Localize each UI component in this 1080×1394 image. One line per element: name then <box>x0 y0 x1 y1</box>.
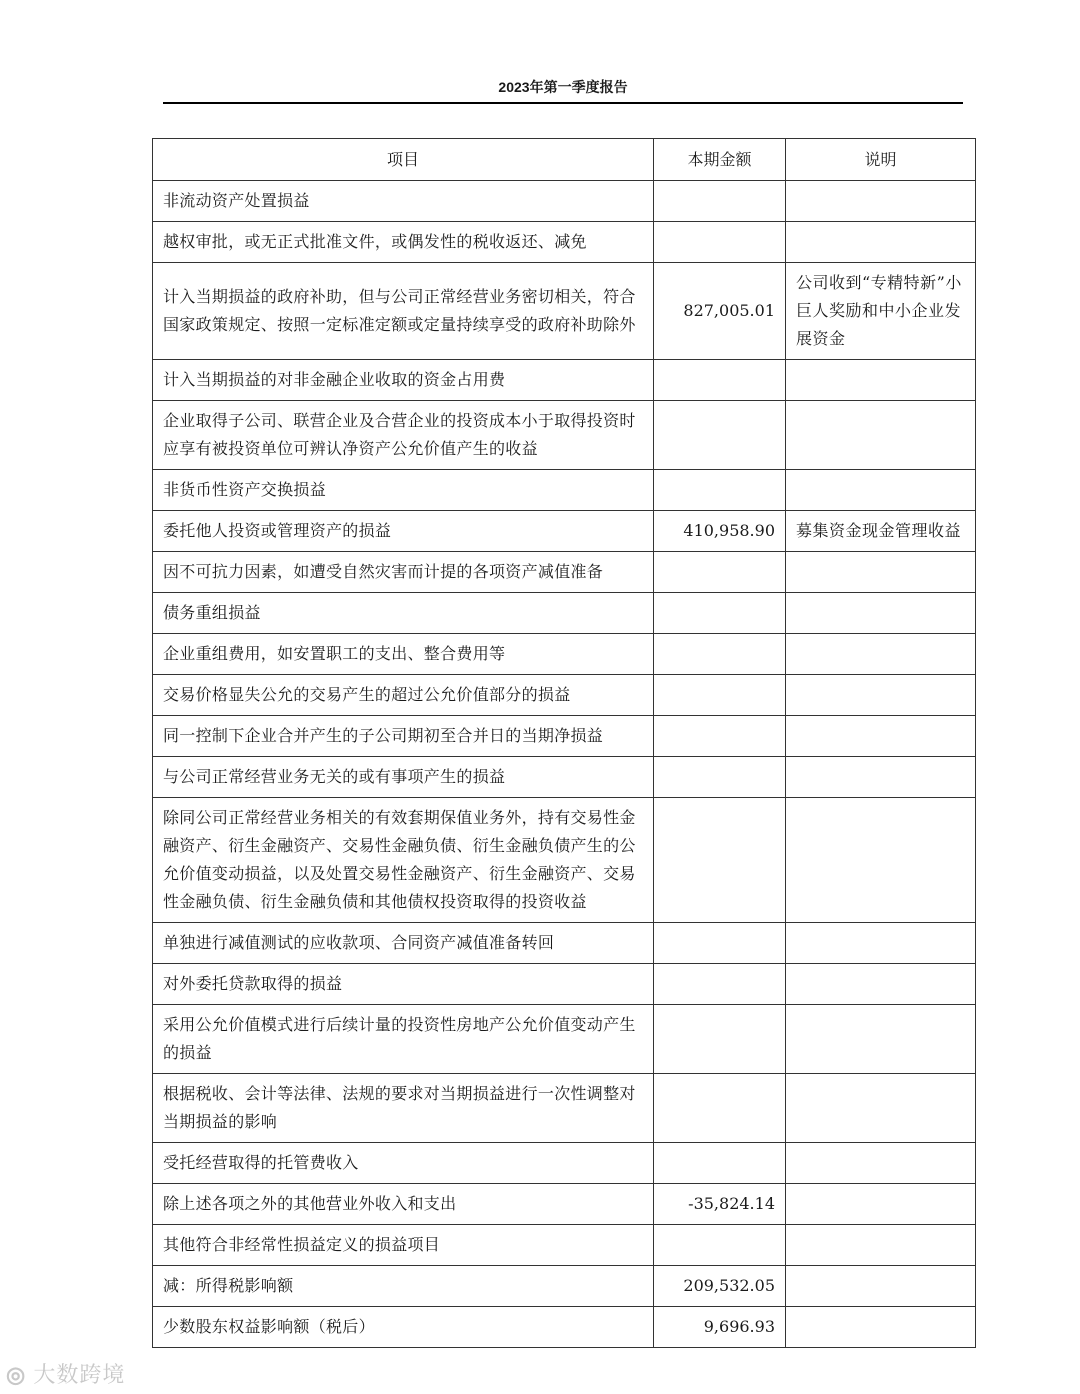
row-note-cell <box>786 1074 976 1143</box>
row-note-cell <box>786 1184 976 1225</box>
row-note-cell <box>786 964 976 1005</box>
column-header-item: 项目 <box>153 139 654 181</box>
table-row <box>153 1307 976 1348</box>
row-amount-cell <box>654 593 786 634</box>
row-item-cell: 减：所得税影响额 <box>153 1266 654 1307</box>
table-row <box>153 675 976 716</box>
watermark <box>6 1358 125 1389</box>
table-row <box>153 552 976 593</box>
table-row <box>153 1005 976 1074</box>
row-item-cell: 同一控制下企业合并产生的子公司期初至合并日的当期净损益 <box>153 716 654 757</box>
table-row <box>153 1184 976 1225</box>
report-title: 2023年第一季度报告 <box>498 79 628 95</box>
row-note-cell <box>786 757 976 798</box>
row-item-cell: 计入当期损益的政府补助，但与公司正常经营业务密切相关，符合国家政策规定、按照一定标准定额或定量持续享受的政府补助除外 <box>153 263 654 360</box>
row-note-cell <box>786 798 976 923</box>
page-header <box>163 76 963 104</box>
row-item-cell: 企业重组费用，如安置职工的支出、整合费用等 <box>153 634 654 675</box>
row-note-cell <box>786 675 976 716</box>
row-item-cell: 企业取得子公司、联营企业及合营企业的投资成本小于取得投资时应享有被投资单位可辨认净资产公允价值产生的收益 <box>153 401 654 470</box>
row-amount-cell <box>654 181 786 222</box>
row-amount-cell <box>654 716 786 757</box>
row-note-cell <box>786 1143 976 1184</box>
row-note-cell <box>786 1225 976 1266</box>
row-amount-cell <box>654 1005 786 1074</box>
row-item-cell: 因不可抗力因素，如遭受自然灾害而计提的各项资产减值准备 <box>153 552 654 593</box>
column-header-note: 说明 <box>786 139 976 181</box>
table-header-row <box>153 139 976 181</box>
table-row <box>153 716 976 757</box>
row-note-cell <box>786 401 976 470</box>
row-item-cell: 少数股东权益影响额（税后） <box>153 1307 654 1348</box>
row-note-cell: 公司收到“专精特新”小巨人奖励和中小企业发展资金 <box>786 263 976 360</box>
row-item-cell: 除同公司正常经营业务相关的有效套期保值业务外，持有交易性金融资产、衍生金融资产、交易性金融负债、衍生金融负债产生的公允价值变动损益，以及处置交易性金融资产、衍生金融资产、交易性金融负债、衍生金融负债和其他债权投资取得的投资收益 <box>153 798 654 923</box>
row-amount-cell <box>654 964 786 1005</box>
table-row <box>153 798 976 923</box>
row-amount-cell: -35,824.14 <box>654 1184 786 1225</box>
table-row <box>153 401 976 470</box>
row-item-cell: 交易价格显失公允的交易产生的超过公允价值部分的损益 <box>153 675 654 716</box>
row-note-cell <box>786 181 976 222</box>
row-item-cell: 采用公允价值模式进行后续计量的投资性房地产公允价值变动产生的损益 <box>153 1005 654 1074</box>
table-row <box>153 593 976 634</box>
table-row <box>153 1225 976 1266</box>
row-item-cell: 计入当期损益的对非金融企业收取的资金占用费 <box>153 360 654 401</box>
row-item-cell: 除上述各项之外的其他营业外收入和支出 <box>153 1184 654 1225</box>
column-header-amount: 本期金额 <box>654 139 786 181</box>
table-row <box>153 964 976 1005</box>
row-note-cell <box>786 923 976 964</box>
row-note-cell <box>786 1266 976 1307</box>
row-note-cell <box>786 1005 976 1074</box>
table-row <box>153 1074 976 1143</box>
row-amount-cell: 410,958.90 <box>654 511 786 552</box>
row-item-cell: 受托经营取得的托管费收入 <box>153 1143 654 1184</box>
row-item-cell: 越权审批，或无正式批准文件，或偶发性的税收返还、减免 <box>153 222 654 263</box>
table-row <box>153 222 976 263</box>
row-amount-cell <box>654 470 786 511</box>
row-amount-cell <box>654 401 786 470</box>
table-row <box>153 923 976 964</box>
row-amount-cell <box>654 222 786 263</box>
row-note-cell <box>786 1307 976 1348</box>
row-note-cell <box>786 360 976 401</box>
watermark-logo-icon: ◎ <box>6 1362 27 1387</box>
table-row <box>153 634 976 675</box>
row-note-cell: 募集资金现金管理收益 <box>786 511 976 552</box>
row-note-cell <box>786 470 976 511</box>
row-amount-cell: 827,005.01 <box>654 263 786 360</box>
row-item-cell: 非流动资产处置损益 <box>153 181 654 222</box>
row-item-cell: 根据税收、会计等法律、法规的要求对当期损益进行一次性调整对当期损益的影响 <box>153 1074 654 1143</box>
row-note-cell <box>786 716 976 757</box>
row-amount-cell <box>654 757 786 798</box>
row-note-cell <box>786 222 976 263</box>
row-item-cell: 单独进行减值测试的应收款项、合同资产减值准备转回 <box>153 923 654 964</box>
row-note-cell <box>786 593 976 634</box>
row-item-cell: 非货币性资产交换损益 <box>153 470 654 511</box>
non-recurring-gains-table <box>152 138 976 1348</box>
row-amount-cell <box>654 1225 786 1266</box>
table-row <box>153 1143 976 1184</box>
row-amount-cell <box>654 552 786 593</box>
row-item-cell: 债务重组损益 <box>153 593 654 634</box>
table-row <box>153 1266 976 1307</box>
row-amount-cell <box>654 798 786 923</box>
row-item-cell: 其他符合非经常性损益定义的损益项目 <box>153 1225 654 1266</box>
row-amount-cell <box>654 1143 786 1184</box>
watermark-text: 大数跨境 <box>33 1362 126 1387</box>
table-row <box>153 470 976 511</box>
row-note-cell <box>786 552 976 593</box>
row-amount-cell <box>654 634 786 675</box>
row-amount-cell: 209,532.05 <box>654 1266 786 1307</box>
row-item-cell: 与公司正常经营业务无关的或有事项产生的损益 <box>153 757 654 798</box>
row-amount-cell <box>654 923 786 964</box>
table-row <box>153 263 976 360</box>
row-amount-cell: 9,696.93 <box>654 1307 786 1348</box>
row-amount-cell <box>654 1074 786 1143</box>
table-row <box>153 181 976 222</box>
row-item-cell: 对外委托贷款取得的损益 <box>153 964 654 1005</box>
row-note-cell <box>786 634 976 675</box>
table-row <box>153 757 976 798</box>
table-row <box>153 360 976 401</box>
row-amount-cell <box>654 675 786 716</box>
row-item-cell: 委托他人投资或管理资产的损益 <box>153 511 654 552</box>
table-row <box>153 511 976 552</box>
row-amount-cell <box>654 360 786 401</box>
